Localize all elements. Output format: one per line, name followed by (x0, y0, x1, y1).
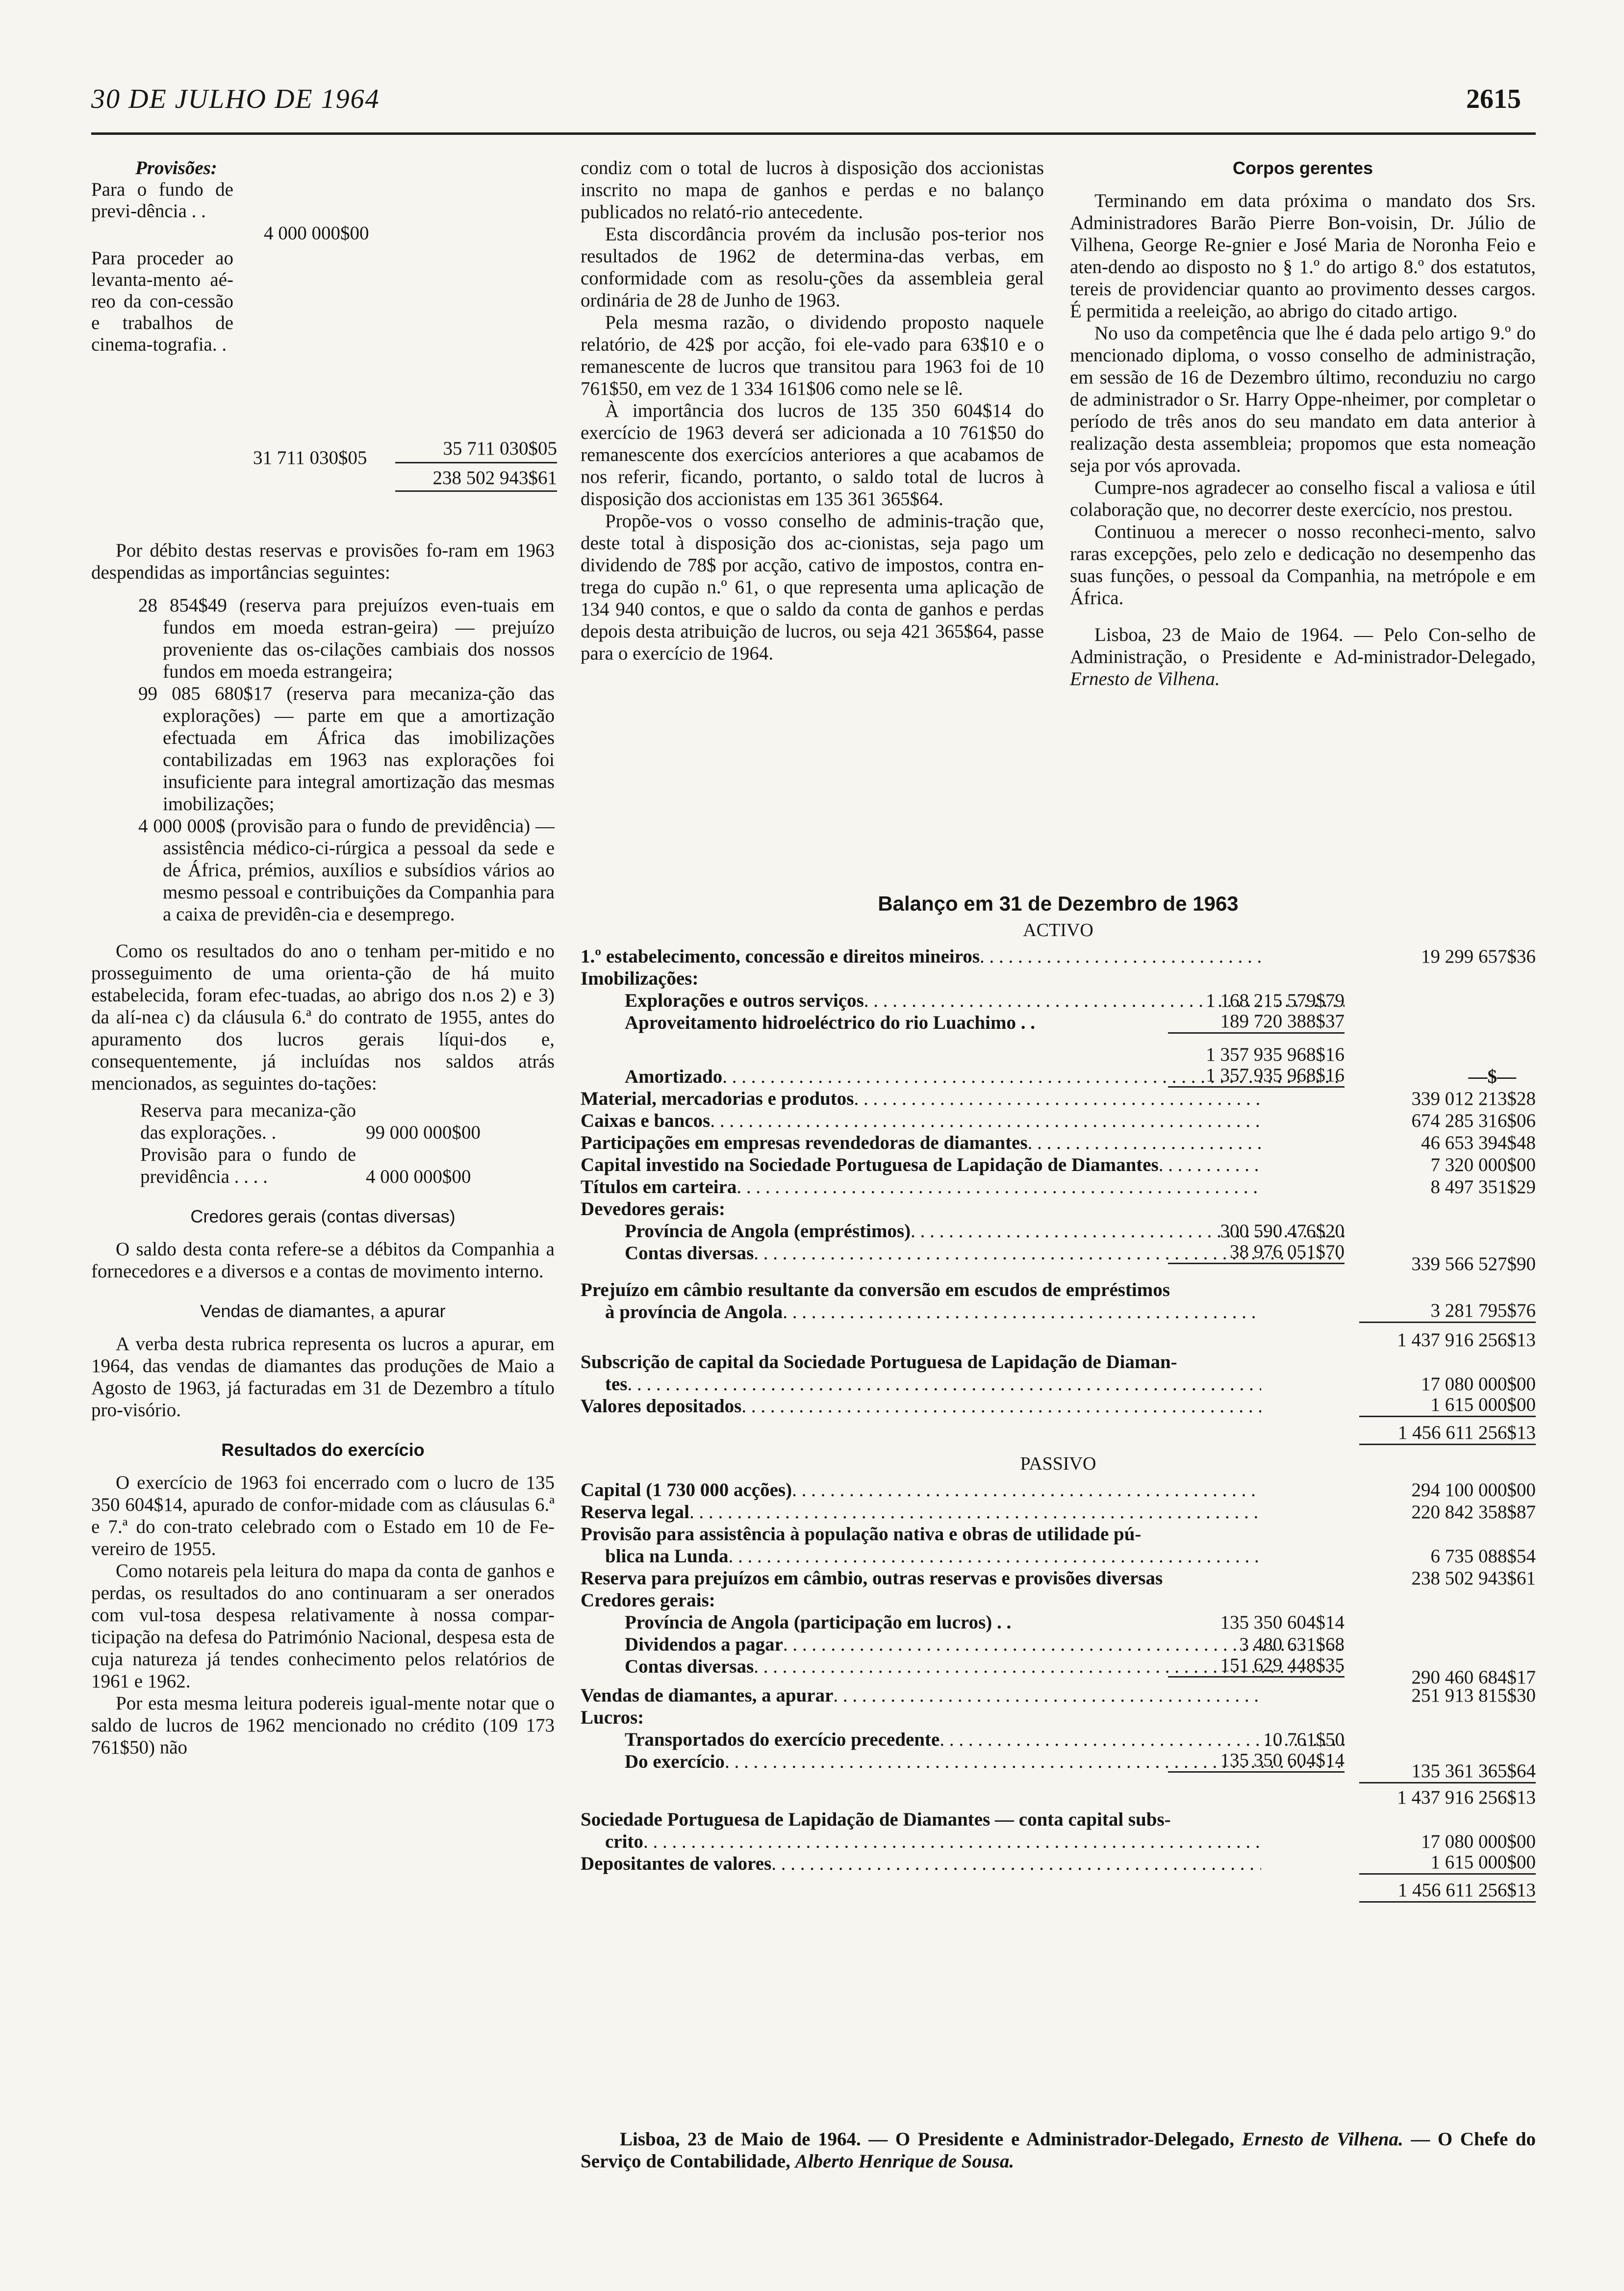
row-value: 189 720 388$37 (1168, 1010, 1345, 1034)
column-1-body (91, 539, 555, 1758)
col3-signatory: Ernesto de Vilhena. (1070, 668, 1220, 689)
row-value: 1 437 916 256$13 (1397, 1329, 1536, 1350)
col3-paragraph-3: Cumpre-nos agradecer ao conselho fiscal a valiosa e útil colaboração que, no decorrer deste exercício, nos prestou. (1070, 477, 1536, 520)
balance-row (581, 1423, 1536, 1445)
balance-row (581, 1684, 1536, 1706)
balance-row (581, 1750, 1536, 1782)
signature-name-2: Alberto Henrique de Sousa. (795, 2151, 1015, 2172)
allocation-provision-label: Provisão para o fundo de previdência . . . . (140, 1144, 356, 1187)
row-label: Explorações e outros serviços (625, 990, 864, 1011)
row-label: Valores depositados (581, 1396, 742, 1417)
row-value: 1 615 000$00 (1359, 1851, 1536, 1875)
row-value: 3 480 631$68 (1239, 1634, 1345, 1655)
provisions-total: 238 502 943$61 (432, 467, 557, 488)
row-value: 135 350 604$14 (1168, 1749, 1345, 1773)
row-label: Amortizado (625, 1066, 723, 1087)
row-label: Aproveitamento hidroeléctrico do rio Luachimo . . (625, 1012, 1035, 1033)
balance-passivo-heading: PASSIVO (1020, 1453, 1096, 1474)
balance-row (581, 1479, 1536, 1501)
row-label: Província de Angola (empréstimos) (625, 1221, 911, 1242)
allocation-reserve-value: 99 000 000$00 (366, 1122, 481, 1143)
col2-paragraph-4: À importância dos lucros de 135 350 604$14 do exercício de 1963 deverá ser adicionada a 10 761$50 do remanescente dos exercícios anteriores a que acabamos de nos referir, ficando, portanto, o saldo total de lucros à disposição dos accionistas em 135 361 365$64. (581, 400, 1044, 509)
row-value: 1 615 000$00 (1359, 1394, 1536, 1417)
balance-row (581, 1088, 1536, 1110)
col3-closing (1070, 624, 1536, 690)
signature-name-1: Ernesto de Vilhena. (1242, 2129, 1403, 2150)
provision-survey-label: Para proceder ao levanta-mento aé-reo da con-cessão e trabalhos de cinema-tografia. . (91, 248, 233, 355)
row-value: 38 976 051$70 (1168, 1241, 1345, 1264)
balance-row (581, 1545, 1536, 1567)
row-value: 339 566 527$90 (1411, 1253, 1536, 1274)
results-paragraph: Como os resultados do ano o tenham per-mitido e no prosseguimento de uma orienta-ção de há muito estabelecida, foram efec-tuadas, ao abrigo dos n.os 2) e 3) da alí-nea c) da cláusula 6.ª do contrato de 1955, antes do apuramento dos lucros gerais líqui-dos e, consequentemente, já incluídas nos saldos atrás mencionados, as seguintes do-tações: (91, 941, 555, 1094)
row-label: Credores gerais: (581, 1590, 715, 1611)
expense-item: 28 854$49 (reserva para prejuízos even-tuais em fundos em moeda estran-geira) — prejuízo proveniente das os-cilações cambiais dos nossos fundos em moeda estrangeira; (138, 595, 555, 682)
balance-row (581, 1611, 1536, 1633)
row-label: crito (605, 1831, 643, 1852)
balance-row (581, 945, 1536, 967)
provisions-block (91, 179, 555, 468)
col3-paragraph-4: Continuou a merecer o nosso reconheci-mento, salvo raras excepções, pelo zelo e dedicação no desempenho das suas funções, o pessoal da Companhia, na metrópole e em África. (1070, 521, 1536, 609)
row-label: Participações em empresas revendedoras de diamantes (581, 1132, 1028, 1153)
spacer (581, 1034, 1536, 1044)
allocation-provision-value: 4 000 000$00 (366, 1166, 471, 1187)
provisions-rule-1 (395, 462, 557, 463)
row-value: 17 080 000$00 (1421, 1374, 1536, 1395)
expense-item: 99 085 680$17 (reserva para mecaniza-ção das explorações) — parte em que a amortização efectuada em África das imobilizações contabilizadas em 1963 nas explorações foi insuficiente para integral amortização das mesmas imobilizações; (138, 683, 555, 815)
spacer (581, 1323, 1536, 1329)
row-label: Devedores gerais: (581, 1198, 725, 1220)
balance-activo-heading: ACTIVO (1023, 920, 1093, 941)
row-label: Transportados do exercício precedente (625, 1729, 940, 1750)
row-value: 151 629 448$35 (1168, 1654, 1345, 1678)
balance-row (581, 1198, 1536, 1220)
balance-row (581, 1110, 1536, 1132)
col2-paragraph-3: Pela mesma razão, o dividendo proposto naquele relatório, de 42$ por acção, foi ele-vado para 63$10 e o remanescente de lucros que transitou para 1963 foi de 10 761$50, em vez de 1 334 161$06 como nele se lê. (581, 312, 1044, 399)
row-value: 17 080 000$00 (1421, 1831, 1536, 1852)
balance-row (581, 1241, 1536, 1274)
column-1 (91, 157, 557, 1758)
balance-row (581, 1633, 1536, 1655)
row-value: —$— (1468, 1066, 1516, 1087)
row-value: 1 168 215 579$79 (1206, 990, 1345, 1011)
balance-row (581, 1786, 1536, 1808)
row-label: Vendas de diamantes, a apurar (581, 1685, 834, 1706)
results-paragraph-2: Como notareis pela leitura do mapa da conta de ganhos e perdas, os resultados do ano continuaram a ser onerados com vul-tosa despesa relativamente à nossa compar-ticipação na defesa do Património Nacional, despesa esta de cuja natureza já tendes conhecimento pelos relatórios de 1961 e 1962. (91, 1560, 555, 1692)
provision-fund-value: 4 000 000$00 (264, 223, 369, 244)
spacer (581, 1678, 1536, 1684)
balance-row (581, 1808, 1536, 1831)
row-label: Títulos em carteira (581, 1176, 737, 1197)
section-heading-resultados: Resultados do exercício (221, 1440, 425, 1460)
spacer (581, 1773, 1536, 1786)
balance-row (581, 1589, 1536, 1611)
balance-row (581, 967, 1536, 990)
row-label: Subscrição de capital da Sociedade Portuguesa de Lapidação de Diaman- (581, 1351, 1177, 1373)
row-value: 220 842 358$87 (1411, 1502, 1536, 1523)
row-value: 1 357 935 968$16 (1168, 1064, 1345, 1088)
row-label: Capital (1 730 000 acções) (581, 1479, 792, 1501)
provisions-rule-2 (395, 490, 557, 492)
allocation-reserve-label: Reserva para mecaniza-ção das explorações. . (140, 1100, 356, 1143)
balance-row (581, 1154, 1536, 1176)
balance-row (581, 1567, 1536, 1589)
row-label: Reserva para prejuízos em câmbio, outras reservas e provisões diversas (581, 1568, 1163, 1589)
row-value: 339 012 213$28 (1411, 1088, 1536, 1109)
row-label: Sociedade Portuguesa de Lapidação de Diamantes — conta capital subs- (581, 1809, 1171, 1830)
col3-closing-text: Lisboa, 23 de Maio de 1964. — Pelo Con-selho de Administração, o Presidente e Ad-ministrador-Delegado, (1070, 624, 1536, 667)
provision-fund-label: Para o fundo de previ-dência . . (91, 179, 233, 222)
row-value: 290 460 684$17 (1411, 1667, 1536, 1688)
row-value: 238 502 943$61 (1411, 1568, 1536, 1589)
column-2 (581, 157, 1044, 664)
row-label: Reserva legal (581, 1502, 690, 1523)
row-value: 251 913 815$30 (1411, 1685, 1536, 1706)
balance-row (581, 1220, 1536, 1242)
row-label: Dividendos a pagar (625, 1634, 783, 1655)
provisions-subtotal: 35 711 030$05 (443, 438, 557, 459)
balance-row (581, 1279, 1536, 1301)
row-label: Província de Angola (participação em lucros) . . (625, 1612, 1012, 1633)
row-value: 1 456 611 256$13 (1359, 1879, 1536, 1903)
row-label: Imobilizações: (581, 968, 699, 989)
row-label: Depositantes de valores (581, 1853, 772, 1874)
row-label: Material, mercadorias e produtos (581, 1088, 854, 1109)
balance-row (581, 1831, 1536, 1853)
balance-row (581, 1373, 1536, 1395)
balance-row (581, 1501, 1536, 1523)
row-label: tes (605, 1374, 628, 1395)
row-label: à província de Angola (605, 1301, 783, 1323)
balance-row (581, 1044, 1536, 1066)
balance-row (581, 1351, 1536, 1373)
row-value: 3 281 795$76 (1359, 1299, 1536, 1323)
row-label: blica na Lunda (605, 1546, 729, 1567)
balance-row (581, 1132, 1536, 1154)
col2-paragraph-5: Propõe-vos o vosso conselho de adminis-tração que, deste total à disposição dos ac-cionistas, seja pago um dividendo de 78$ por acção, cativo de impostos, contra en-trega do cupão n.º 61, o que representa uma aplicação de 134 940 contos, e que o saldo da conta de ganhos e perdas depois desta atribuição de lucros, ou seja 421 365$64, passe para o exercício de 1964. (581, 510, 1044, 664)
balance-row (581, 1729, 1536, 1751)
row-value: 674 285 316$06 (1411, 1110, 1536, 1131)
col3-paragraph-2: No uso da competência que lhe é dada pelo artigo 9.º do mencionado diploma, o vosso conselho de administração, em sessão de 16 de Dezembro último, reconduziu no cargo de administrador o Sr. Harry Oppe-nheimer, por completar o período de três anos do seu mandato em data anterior à realização desta assembleia; propomos que esta nomeação seja por vós aprovada. (1070, 323, 1536, 476)
row-value: 294 100 000$00 (1411, 1479, 1536, 1501)
balance-row (581, 1523, 1536, 1545)
results-paragraph-3: Por esta mesma leitura podereis igual-mente notar que o saldo de lucros de 1962 mencionado no crédito (109 173 761$50) não (91, 1693, 555, 1758)
section-heading-credores: Credores gerais (contas diversas) (190, 1206, 456, 1226)
row-value: 135 350 604$14 (1220, 1612, 1345, 1633)
vendas-paragraph: A verba desta rubrica representa os lucros a apurar, em 1964, das vendas de diamantes das produções de Maio a Agosto de 1963, já facturadas em 31 de Dezembro a título pro-visório. (91, 1333, 555, 1421)
spacer (581, 1264, 1536, 1279)
header-date: 30 DE JULHO DE 1964 (91, 84, 380, 114)
balance-sheet (581, 892, 1536, 1903)
row-label: Contas diversas (625, 1656, 754, 1677)
balance-row (581, 990, 1536, 1012)
header-rule (91, 132, 1536, 135)
row-label: Caixas e bancos (581, 1110, 710, 1131)
section-heading-corpos: Corpos gerentes (1232, 158, 1373, 178)
credores-paragraph: O saldo desta conta refere-se a débitos da Companhia a fornecedores e a diversos e a contas de movimento interno. (91, 1239, 555, 1282)
col2-paragraph-1: condiz com o total de lucros à disposição dos accionistas inscrito no mapa de ganhos e perdas e no balanço publicados no relató-rio antecedente. (581, 157, 1044, 223)
row-label: Capital investido na Sociedade Portuguesa de Lapidação de Diamantes (581, 1154, 1159, 1175)
balance-row (581, 1329, 1536, 1351)
expense-list (138, 594, 555, 925)
row-value: 8 497 351$29 (1430, 1176, 1536, 1197)
debit-paragraph: Por débito destas reservas e provisões fo-ram em 1963 despendidas as importâncias seguintes: (91, 540, 555, 583)
column-3 (1070, 157, 1536, 690)
signature-text: Lisboa, 23 de Maio de 1964. — O Presidente e Administrador-Delegado, (620, 2129, 1235, 2150)
balance-row (581, 1301, 1536, 1323)
row-label: Lucros: (581, 1707, 644, 1728)
row-value: 7 320 000$00 (1430, 1154, 1536, 1175)
row-label: Provisão para assistência à população nativa e obras de utilidade pú- (581, 1524, 1142, 1545)
provision-survey-value: 31 711 030$05 (253, 447, 367, 468)
balance-title: Balanço em 31 de Dezembro de 1963 (878, 892, 1239, 915)
balance-row (581, 1012, 1536, 1034)
balance-row (581, 1066, 1536, 1088)
balance-row (581, 1881, 1536, 1903)
balance-row (581, 1706, 1536, 1729)
row-label: Do exercício (625, 1751, 725, 1772)
col3-paragraph-1: Terminando em data próxima o mandato dos Srs. Administradores Barão Pierre Bon-voisin, Dr. Júlio de Vilhena, George Re-gnier e José Maria de Noronha Feio e aten-dendo ao disposto no § 1.º do artigo 8.º dos estatutos, tereis de providenciar quanto ao provimento desses cargos. É permitida a reeleição, ao abrigo do citado artigo. (1070, 190, 1536, 322)
col2-paragraph-2: Esta discordância provém da inclusão pos-terior nos resultados de 1962 de determina-das verbas, em conformidade com as resolu-ções da assembleia geral ordinária de 28 de Junho de 1963. (581, 224, 1044, 311)
provisions-title: Provisões: (135, 157, 217, 178)
row-value: 46 653 394$48 (1421, 1132, 1536, 1153)
balance-signature (581, 2128, 1536, 2172)
results-paragraph-1: O exercício de 1963 foi encerrado com o lucro de 135 350 604$14, apurado de confor-midade com as cláusulas 6.ª e 7.ª do con-trato celebrado com o Estado em 10 de Fe-vereiro de 1955. (91, 1472, 555, 1559)
row-value: 300 590 476$20 (1220, 1221, 1345, 1242)
row-value: 1 437 916 256$13 (1397, 1787, 1536, 1808)
row-label: 1.º estabelecimento, concessão e direitos mineiros (581, 946, 980, 967)
allocations-block (91, 1099, 555, 1188)
balance-row (581, 1853, 1536, 1875)
row-value: 1 456 611 256$13 (1359, 1422, 1536, 1445)
row-value: 6 735 088$54 (1430, 1546, 1536, 1567)
balance-row (581, 1395, 1536, 1417)
row-label: Prejuízo em câmbio resultante da conversão em escudos de empréstimos (581, 1279, 1170, 1300)
balance-row (581, 1655, 1536, 1688)
row-value: 19 299 657$36 (1421, 946, 1536, 967)
row-value: 135 361 365$64 (1359, 1760, 1536, 1783)
balance-row (581, 1176, 1536, 1198)
row-value: 10 761$50 (1263, 1729, 1345, 1750)
section-heading-vendas: Vendas de diamantes, a apurar (200, 1301, 446, 1321)
page-number: 2615 (1466, 84, 1521, 114)
row-value: 1 357 935 968$16 (1206, 1044, 1345, 1065)
expense-item: 4 000 000$ (provisão para o fundo de previdência) — assistência médico-ci-rúrgica a pessoal da sede e de África, prémios, auxílios e subsídios vários ao mesmo pessoal e contribuições da Companhia para a caixa de previdên-cia e desemprego. (138, 815, 555, 925)
signature-text-2: — O Chefe do Serviço de Contabilidade, (581, 2129, 1536, 2172)
row-label: Contas diversas (625, 1243, 754, 1264)
